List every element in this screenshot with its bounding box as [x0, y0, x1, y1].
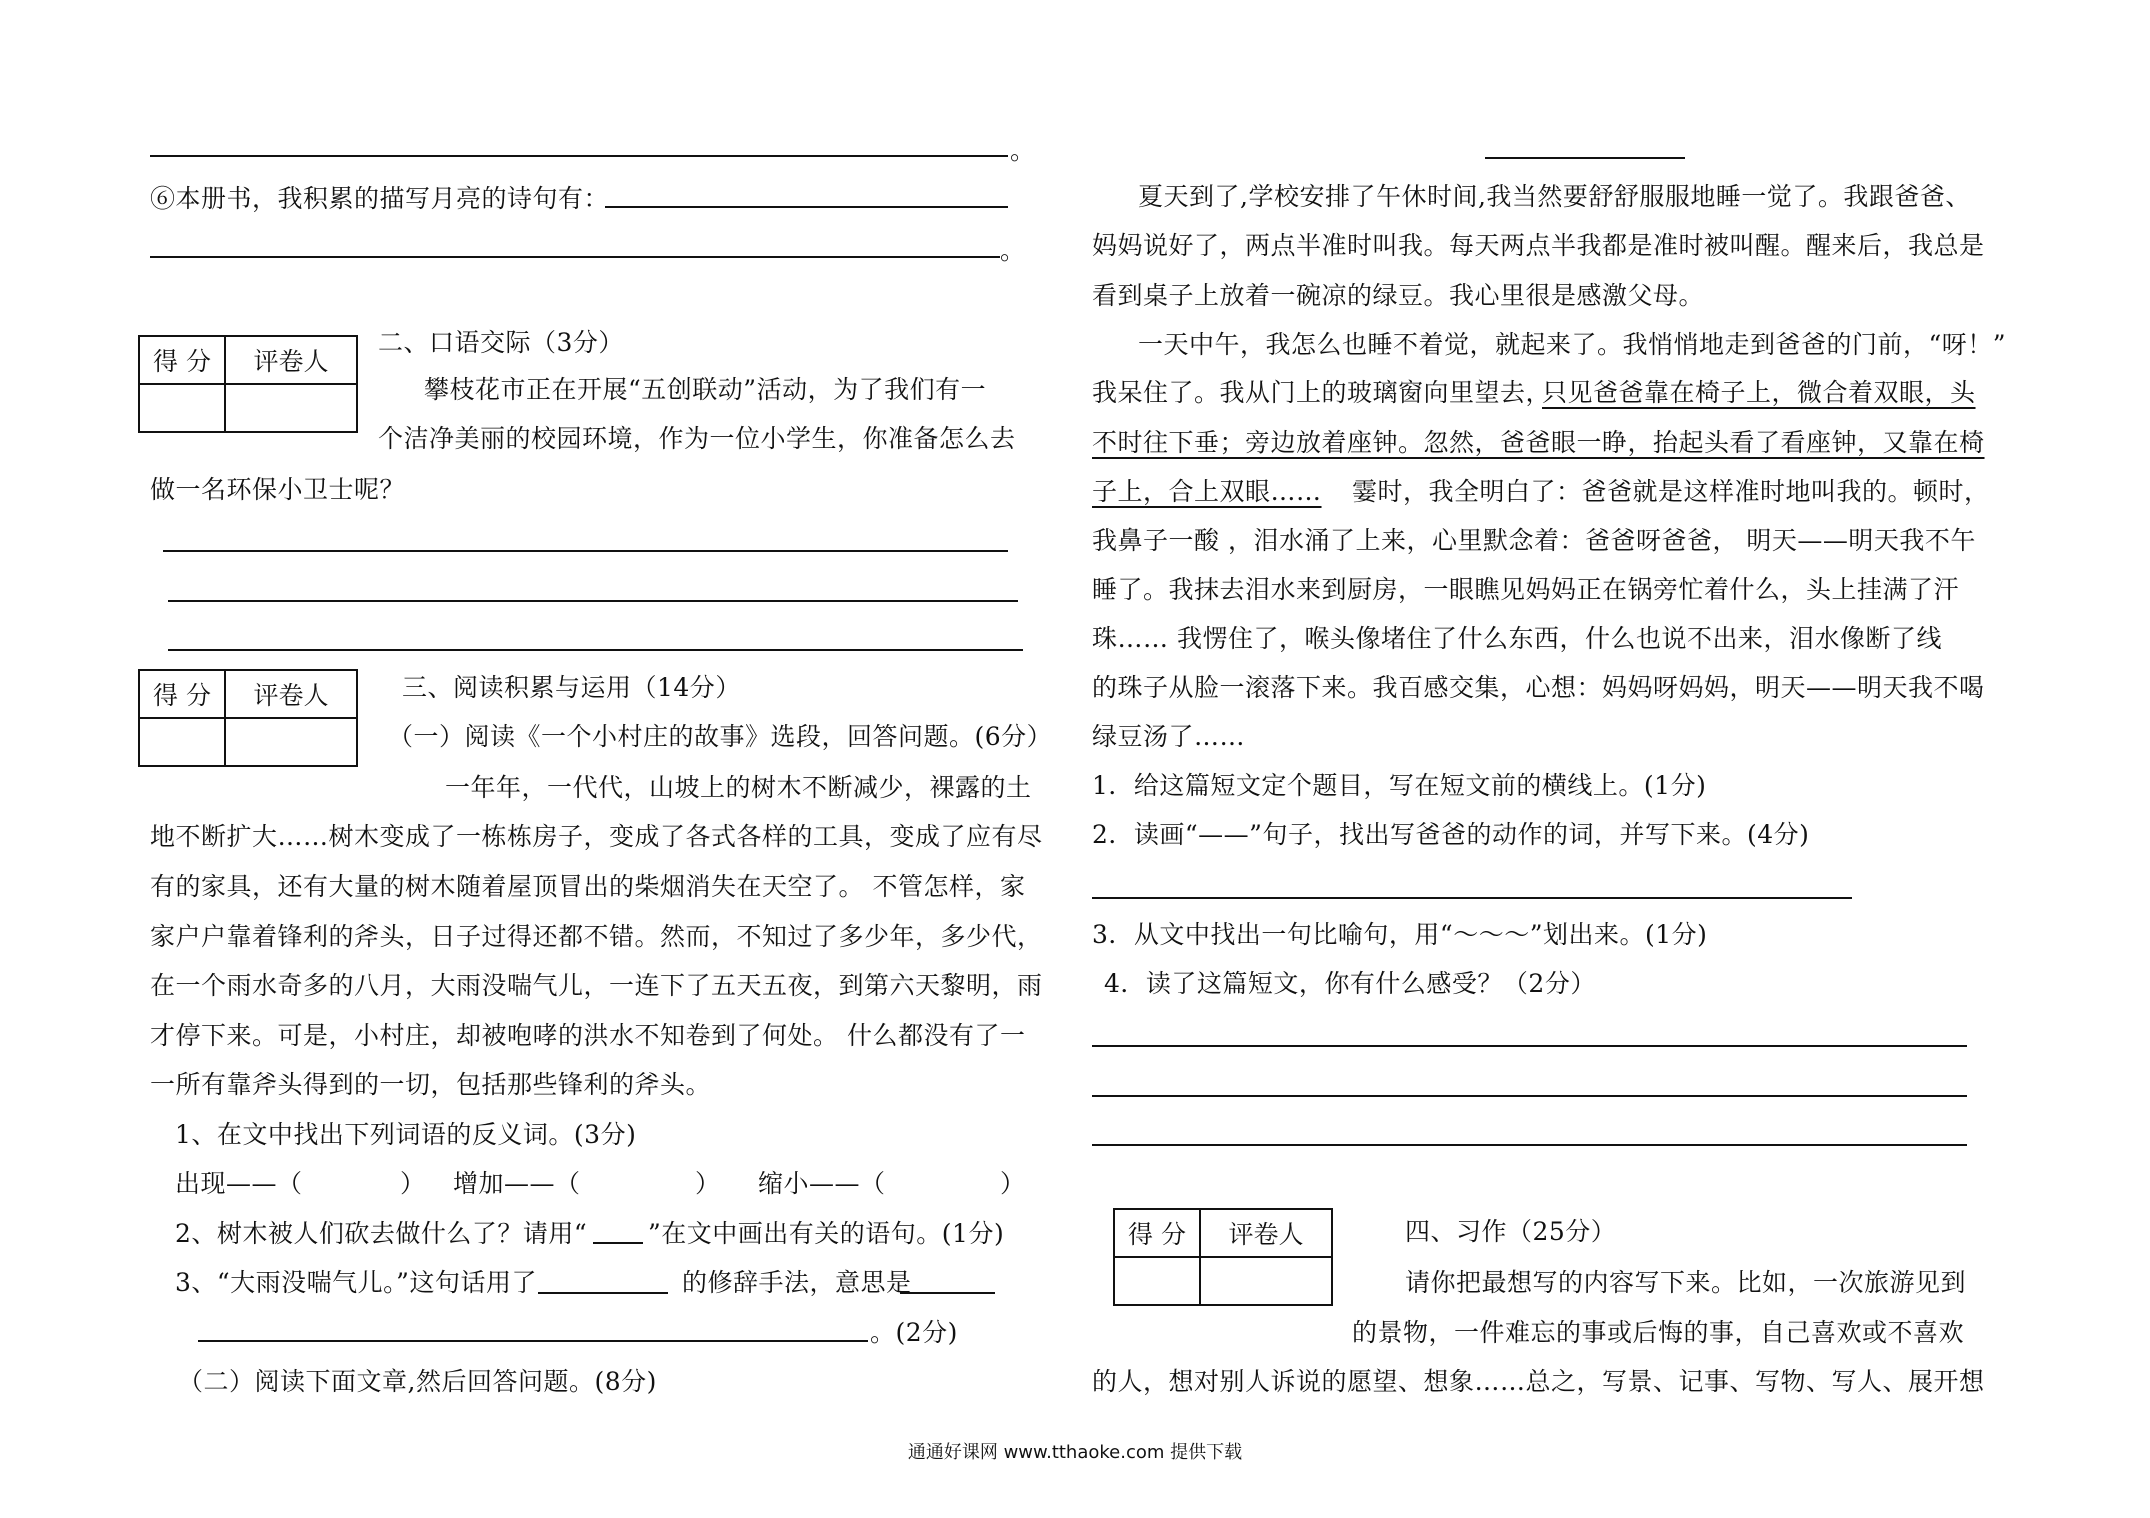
- score-box: [138, 335, 358, 433]
- punctuation: 。: [1010, 136, 1036, 165]
- score-label: 得 分: [139, 670, 225, 718]
- story-line: 地不断扩大……树木变成了一栋栋房子，变成了各式各样的工具，变成了应有尽: [150, 822, 1043, 851]
- answer-line[interactable]: [1092, 1045, 1967, 1047]
- answer-line: [593, 1242, 643, 1244]
- story-line: 在一个雨水奇多的八月，大雨没喘气儿，一连下了五天五夜，到第六天黎明，雨: [150, 971, 1043, 1000]
- grader-label: 评卷人: [225, 336, 357, 384]
- answer-line[interactable]: [168, 600, 1018, 602]
- score-cell[interactable]: [1114, 1257, 1200, 1305]
- score-box: [1113, 1208, 1333, 1306]
- antonym-blank: 缩小——（: [758, 1169, 886, 1198]
- story-line: 一所有靠斧头得到的一切，包括那些锋利的斧头。: [150, 1070, 712, 1099]
- underlined-sentence: 只见爸爸靠在椅子上，微合着双眼，头: [1542, 378, 1976, 407]
- passage-line: 妈妈说好了，两点半准时叫我。每天两点半我都是准时被叫醒。醒来后，我总是: [1092, 231, 1985, 260]
- grader-cell[interactable]: [1200, 1257, 1332, 1305]
- passage-line: 绿豆汤了……: [1092, 722, 1246, 751]
- answer-line[interactable]: [163, 550, 1008, 552]
- story-line: 才停下来。可是，小村庄，却被咆哮的洪水不知卷到了何处。 什么都没有了一: [150, 1021, 1026, 1050]
- answer-line[interactable]: [900, 1292, 995, 1294]
- paragraph-line: 做一名环保小卫士呢？: [150, 475, 406, 504]
- passage-line: 睡了。我抹去泪水来到厨房，一眼瞧见妈妈正在锅旁忙着什么，头上挂满了汗: [1092, 575, 1960, 604]
- antonym-blank: ）: [400, 1169, 426, 1198]
- grader-label: 评卷人: [1200, 1209, 1332, 1257]
- prompt-line: 请你把最想写的内容写下来。比如，一次旅游见到: [1405, 1268, 1967, 1297]
- moon-poem-prompt: ⑥本册书，我积累的描写月亮的诗句有：: [150, 184, 610, 213]
- paragraph-line: 攀枝花市正在开展“五创联动”活动，为了我们有一: [424, 375, 987, 404]
- question: 2．读画“——”句子，找出写爸爸的动作的词，并写下来。(4分): [1092, 820, 1810, 849]
- story-line: 家户户靠着锋利的斧头，日子过得还都不错。然而，不知过了多少年，多少代，: [150, 922, 1043, 951]
- title-line[interactable]: [1485, 157, 1685, 159]
- subsection-title: （二）阅读下面文章,然后回答问题。(8分): [178, 1367, 657, 1396]
- question-score: 。(2分): [870, 1318, 958, 1347]
- question: 1、在文中找出下列词语的反义词。(3分): [175, 1120, 637, 1149]
- story-line: 一年年，一代代，山坡上的树木不断减少，裸露的土: [445, 773, 1032, 802]
- score-box: [138, 669, 358, 767]
- answer-line[interactable]: [168, 649, 1023, 651]
- grader-label: 评卷人: [225, 670, 357, 718]
- question: 的修辞手法，意思是: [682, 1268, 912, 1297]
- answer-line[interactable]: [198, 1340, 868, 1342]
- section-title: 三、阅读积累与运用（14分）: [402, 673, 741, 702]
- question: 3、“大雨没喘气儿。”这句话用了: [175, 1268, 537, 1297]
- answer-line[interactable]: [1092, 1095, 1967, 1097]
- section-title: 二、口语交际（3分）: [378, 328, 624, 357]
- passage-line: 我呆住了。我从门上的玻璃窗向里望去，: [1092, 378, 1552, 407]
- passage-line: 珠…… 我愣住了，喉头像堵住了什么东西，什么也说不出来，泪水像断了线: [1092, 624, 1942, 653]
- section-title: 四、习作（25分）: [1405, 1217, 1617, 1246]
- question: 4．读了这篇短文，你有什么感受？（2分）: [1104, 969, 1596, 998]
- underlined-sentence: 不时往下垂；旁边放着座钟。忽然，爸爸眼一睁，抬起头看了看座钟，又靠在椅: [1092, 428, 1985, 457]
- antonym-blank: ）: [1000, 1169, 1026, 1198]
- underlined-sentence: 子上，合上双眼……: [1092, 477, 1322, 506]
- passage-line: 霎时，我全明白了：爸爸就是这样准时地叫我的。顿时，: [1352, 477, 1990, 506]
- paragraph-line: 个洁净美丽的校园环境，作为一位小学生，你准备怎么去: [378, 424, 1016, 453]
- punctuation: 。: [1000, 236, 1026, 265]
- prompt-line: 的景物，一件难忘的事或后悔的事，自己喜欢或不喜欢: [1352, 1318, 1965, 1347]
- score-label: 得 分: [1114, 1209, 1200, 1257]
- passage-line: 夏天到了,学校安排了午休时间,我当然要舒舒服服地睡一觉了。我跟爸爸、: [1138, 182, 1971, 211]
- passage-line: 一天中午，我怎么也睡不着觉，就起来了。我悄悄地走到爸爸的门前，“呀！”: [1138, 330, 2007, 359]
- passage-line: 看到桌子上放着一碗凉的绿豆。我心里很是感激父母。: [1092, 281, 1705, 310]
- answer-line[interactable]: [1092, 897, 1852, 899]
- score-cell[interactable]: [139, 718, 225, 766]
- answer-line[interactable]: [538, 1292, 668, 1294]
- grader-cell[interactable]: [225, 718, 357, 766]
- answer-line[interactable]: [605, 206, 1008, 208]
- question: ”在文中画出有关的语句。(1分): [648, 1219, 1005, 1248]
- grader-cell[interactable]: [225, 384, 357, 432]
- antonym-blank: 出现——（: [175, 1169, 303, 1198]
- story-line: 有的家具，还有大量的树木随着屋顶冒出的柴烟消失在天空了。 不管怎样，家: [150, 872, 1026, 901]
- antonym-blank: ）: [695, 1169, 721, 1198]
- footer-credit: 通通好课网 www.tthaoke.com 提供下载: [907, 1442, 1243, 1463]
- question: 2、树木被人们砍去做什么了？请用“: [175, 1219, 588, 1248]
- answer-line[interactable]: [150, 256, 1000, 258]
- prompt-line: 的人，想对别人诉说的愿望、想象……总之，写景、记事、写物、写人、展开想: [1092, 1367, 1985, 1396]
- answer-line[interactable]: [1092, 1144, 1967, 1146]
- passage-line: 我鼻子一酸 ，泪水涌了上来，心里默念着：爸爸呀爸爸， 明天——明天我不午: [1092, 526, 1976, 555]
- passage-line: 的珠子从脸一滚落下来。我百感交集，心想：妈妈呀妈妈，明天——明天我不喝: [1092, 673, 1985, 702]
- antonym-blank: 增加——（: [453, 1169, 581, 1198]
- question: 1．给这篇短文定个题目，写在短文前的横线上。(1分): [1092, 771, 1707, 800]
- score-label: 得 分: [139, 336, 225, 384]
- subsection-title: （一）阅读《一个小村庄的故事》选段，回答问题。(6分）: [388, 722, 1053, 751]
- score-cell[interactable]: [139, 384, 225, 432]
- answer-line[interactable]: [150, 155, 1008, 157]
- question: 3．从文中找出一句比喻句，用“～～～”划出来。(1分): [1092, 920, 1708, 949]
